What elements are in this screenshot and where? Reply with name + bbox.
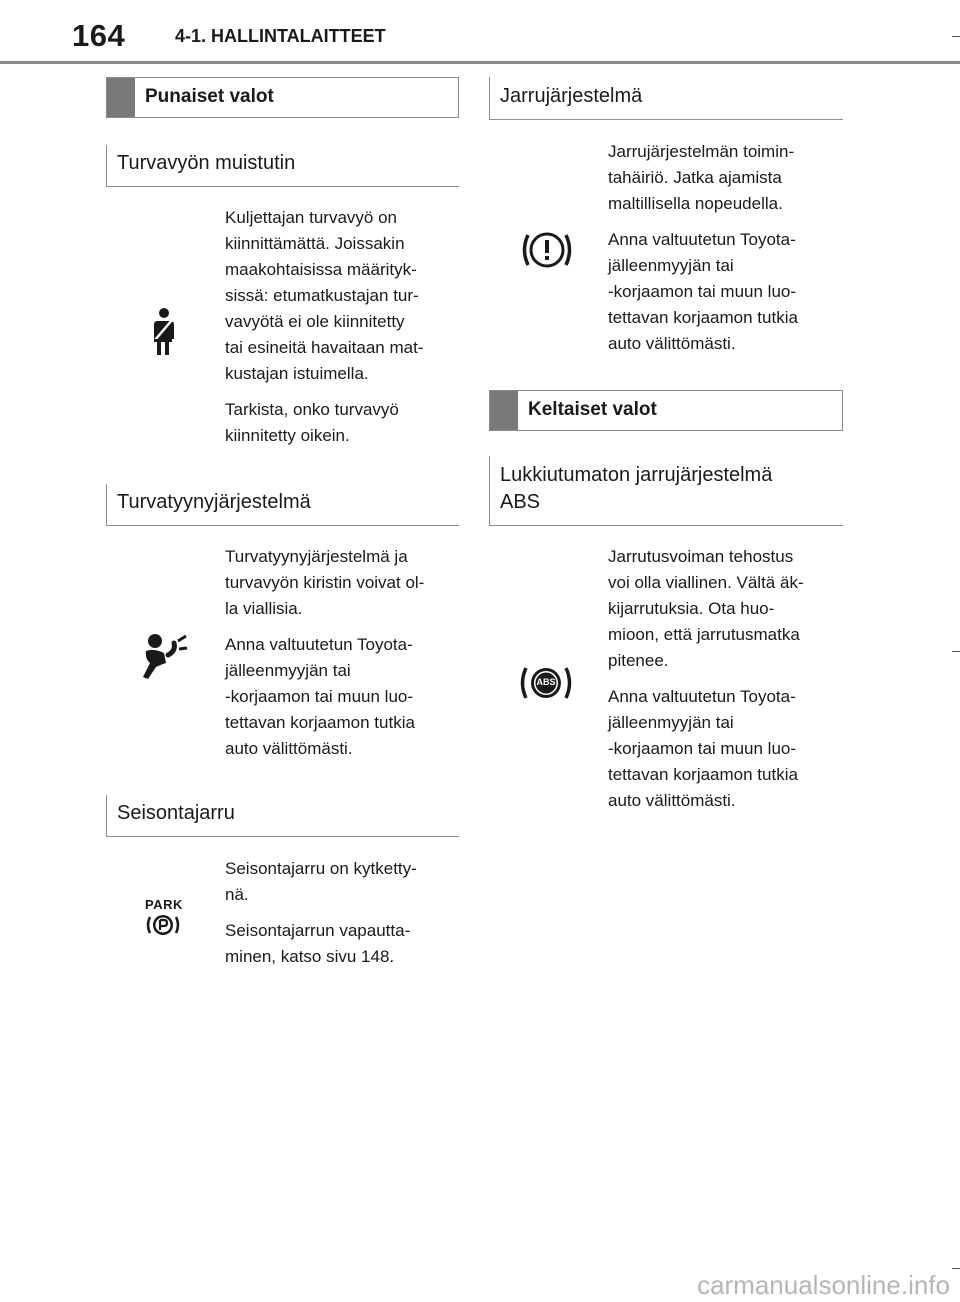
- abs-icon-label: ABS: [536, 677, 556, 687]
- text-line: -korjaamon tai muun luo-: [225, 687, 414, 706]
- text-line: jälleenmyyjän tai: [608, 256, 734, 275]
- airbag-description: [225, 544, 465, 772]
- parking-paragraph-1: [225, 856, 465, 908]
- text-line: Anna valtuutetun Toyota-: [608, 687, 796, 706]
- text-line: auto välittömästi.: [608, 334, 736, 353]
- text-line: Tarkista, onko turvavyö: [225, 400, 399, 419]
- abs-paragraph-1: [608, 544, 848, 674]
- airbag-paragraph-2: [225, 632, 465, 762]
- text-line: vavyötä ei ole kiinnitetty: [225, 312, 405, 331]
- text-line: kiinnittämättä. Joissakin: [225, 234, 405, 253]
- yellow-lights-title: Keltaiset valot: [528, 399, 657, 420]
- text-line: maltillisella nopeudella.: [608, 194, 783, 213]
- text-line: ABS: [500, 491, 541, 513]
- text-line: auto välittömästi.: [608, 791, 736, 810]
- text-line: sissä: etumatkustajan tur-: [225, 286, 419, 305]
- abs-description: [608, 544, 848, 824]
- red-lights-title: Punaiset valot: [145, 86, 274, 107]
- text-line: nä.: [225, 885, 249, 904]
- text-line: Anna valtuutetun Toyota-: [225, 635, 413, 654]
- header-rule: [0, 61, 960, 64]
- text-line: Anna valtuutetun Toyota-: [608, 230, 796, 249]
- parking-section-title: Seisontajarru: [106, 795, 459, 837]
- text-line: -korjaamon tai muun luo-: [608, 739, 797, 758]
- watermark: [0, 1270, 960, 1301]
- airbag-section-title: Turvatyynyjärjestelmä: [106, 484, 459, 526]
- text-line: kustajan istuimella.: [225, 364, 369, 383]
- abs-section-title: [489, 456, 843, 526]
- text-line: auto välittömästi.: [225, 739, 353, 758]
- text-line: pitenee.: [608, 651, 669, 670]
- text-line: Kuljettajan turvavyö on: [225, 208, 397, 227]
- crop-mark: [952, 651, 960, 652]
- text-line: Jarrujärjestelmän toimin-: [608, 142, 795, 161]
- abs-paragraph-2: [608, 684, 848, 814]
- text-line: minen, katso sivu 148.: [225, 947, 395, 966]
- text-line: -korjaamon tai muun luo-: [608, 282, 797, 301]
- watermark-text: carmanualsonline.info: [697, 1270, 950, 1300]
- red-lights-header: [106, 77, 459, 118]
- header-bar: [490, 391, 518, 430]
- crop-mark: [952, 36, 960, 37]
- text-line: jälleenmyyjän tai: [608, 713, 734, 732]
- text-line: maakohtaisissa määrityk-: [225, 260, 417, 279]
- text-line: Seisontajarrun vapautta-: [225, 921, 411, 940]
- text-line: tai esineitä havaitaan mat-: [225, 338, 424, 357]
- text-line: Lukkiutumaton jarrujärjestelmä: [500, 464, 773, 486]
- airbag-paragraph-1: [225, 544, 465, 622]
- seatbelt-paragraph-2: [225, 397, 465, 449]
- seatbelt-description: [225, 205, 465, 459]
- text-line: tettavan korjaamon tutkia: [225, 713, 415, 732]
- brake-section-title: Jarrujärjestelmä: [489, 77, 843, 120]
- crop-mark: [952, 1268, 960, 1269]
- brake-paragraph-1: [608, 139, 848, 217]
- text-line: tettavan korjaamon tutkia: [608, 765, 798, 784]
- text-line: voi olla viallinen. Vältä äk-: [608, 573, 804, 592]
- text-line: kijarrutuksia. Ota huo-: [608, 599, 775, 618]
- brake-warning-icon: [522, 227, 572, 273]
- airbag-icon: [140, 633, 188, 683]
- page-number: 164: [72, 18, 126, 53]
- text-line: Turvatyynyjärjestelmä ja: [225, 547, 408, 566]
- park-brake-icon: [145, 898, 181, 937]
- text-line: la viallisia.: [225, 599, 303, 618]
- parking-paragraph-2: [225, 918, 465, 970]
- brake-description: [608, 139, 848, 367]
- yellow-lights-header: [489, 390, 843, 431]
- seatbelt-icon: [148, 307, 178, 357]
- parking-description: [225, 856, 465, 980]
- text-line: tahäiriö. Jatka ajamista: [608, 168, 782, 187]
- brake-paragraph-2: [608, 227, 848, 357]
- text-line: Seisontajarru on kytketty-: [225, 859, 417, 878]
- header-bar: [107, 78, 135, 117]
- text-line: tettavan korjaamon tutkia: [608, 308, 798, 327]
- text-line: kiinnitetty oikein.: [225, 426, 350, 445]
- seatbelt-paragraph-1: [225, 205, 465, 387]
- text-line: turvavyön kiristin voivat ol-: [225, 573, 425, 592]
- park-label: PARK: [145, 897, 183, 912]
- text-line: Jarrutusvoiman tehostus: [608, 547, 794, 566]
- seatbelt-section-title: Turvavyön muistutin: [106, 145, 459, 187]
- abs-icon: [520, 661, 572, 705]
- text-line: jälleenmyyjän tai: [225, 661, 351, 680]
- chapter-title: 4-1. HALLINTALAITTEET: [175, 26, 386, 46]
- text-line: mioon, että jarrutusmatka: [608, 625, 800, 644]
